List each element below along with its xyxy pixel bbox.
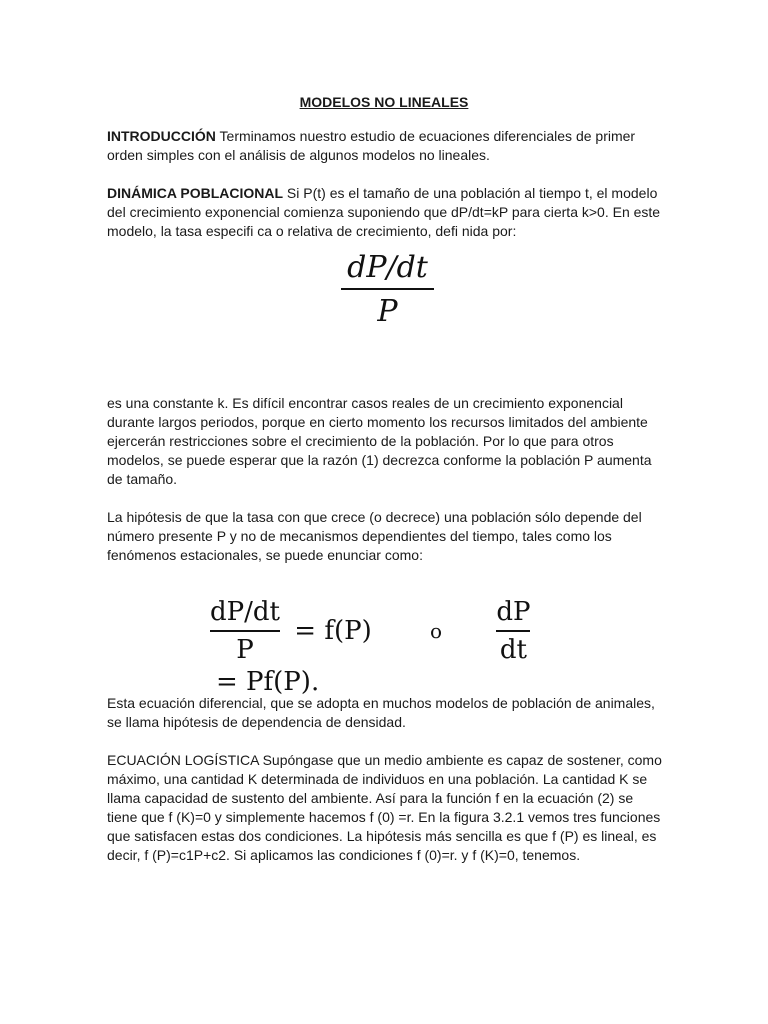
formula1-fraction-bar — [341, 288, 434, 290]
formula2-right-numerator: dP — [496, 597, 531, 627]
hipotesis-paragraph: La hipótesis de que la tasa con que crece (o decrece) una población sólo depende del número presente P y no de mecanismos dependientes del tiempo, tales como los fenómenos estacionales, se puede enunciar como: — [107, 509, 642, 563]
formula2-right-rhs: = Pf(P). — [216, 667, 320, 697]
intro-heading: INTRODUCCIÓN — [107, 128, 216, 144]
formula1-denominator: P — [377, 294, 398, 329]
formula2-right-fraction — [496, 596, 530, 666]
formula1-numerator: dP/dt — [347, 250, 428, 285]
formula2-left-rhs: = f(P) — [294, 616, 372, 646]
intro-paragraph — [107, 127, 667, 165]
logistica-paragraph — [107, 751, 667, 865]
formula1-fraction — [341, 250, 434, 332]
constante-paragraph: es una constante k. Es difícil encontrar casos reales de un crecimiento exponencial durante largos periodos, porque en cierto momento los recursos limitados del ambiente ejercerán restricciones sobre el crecimiento de la población. Por lo que para otros modelos, se puede esperar que la razón (1) decrezca conforme la población P aumenta de tamaño. — [107, 395, 652, 487]
dinamica-paragraph — [107, 184, 667, 241]
document-title: MODELOS NO LINEALES — [299, 94, 469, 110]
dinamica-text: Si P(t) es el tamaño de una población al tiempo t, el modelo del crecimiento exponencial comienza suponiendo que dP/dt=kP para cierta k>0. En este modelo, la tasa especifi ca o relativa de crecimiento, defi nida por: — [107, 185, 661, 239]
formula-relative-growth-rate — [330, 250, 445, 332]
formula2-left-fraction — [210, 596, 280, 666]
formula2-right-bar — [496, 630, 530, 632]
intro-text: Terminamos nuestro estudio de ecuaciones diferenciales de primer orden simples con el análisis de algunos modelos no lineales. — [107, 128, 636, 163]
formula2-right-denominator: dt — [499, 635, 527, 665]
densidad-paragraph: Esta ecuación diferencial, que se adopta en muchos modelos de población de animales, se llama hipótesis de dependencia de densidad. — [107, 695, 655, 730]
formula2-connector: o — [430, 619, 443, 643]
formula2-left-denominator: P — [236, 635, 254, 665]
logistica-text: Supóngase que un medio ambiente es capaz de sostener, como máximo, una cantidad K determinada de individuos en una población. La cantidad K se llama capacidad de sustento del ambiente. Así para la función f en la ecuación (2) se tiene que f (K)=0 y simplemente hacemos f (0) =r. En la figura 3.2.1 vemos tres funciones que satisfacen estas dos condiciones. La hipótesis más sencilla es que f (P) es lineal, es decir, f (P)=c1P+c2. Si aplicamos las condiciones f (0)=r. y f (K)=0, tenemos. — [107, 752, 662, 863]
formula2-left-bar — [210, 630, 280, 632]
dinamica-heading: DINÁMICA POBLACIONAL — [107, 185, 284, 201]
formula-density-dependence — [210, 596, 630, 697]
formula2-left-numerator: dP/dt — [210, 597, 280, 627]
logistica-heading: ECUACIÓN LOGÍSTICA — [107, 752, 259, 768]
